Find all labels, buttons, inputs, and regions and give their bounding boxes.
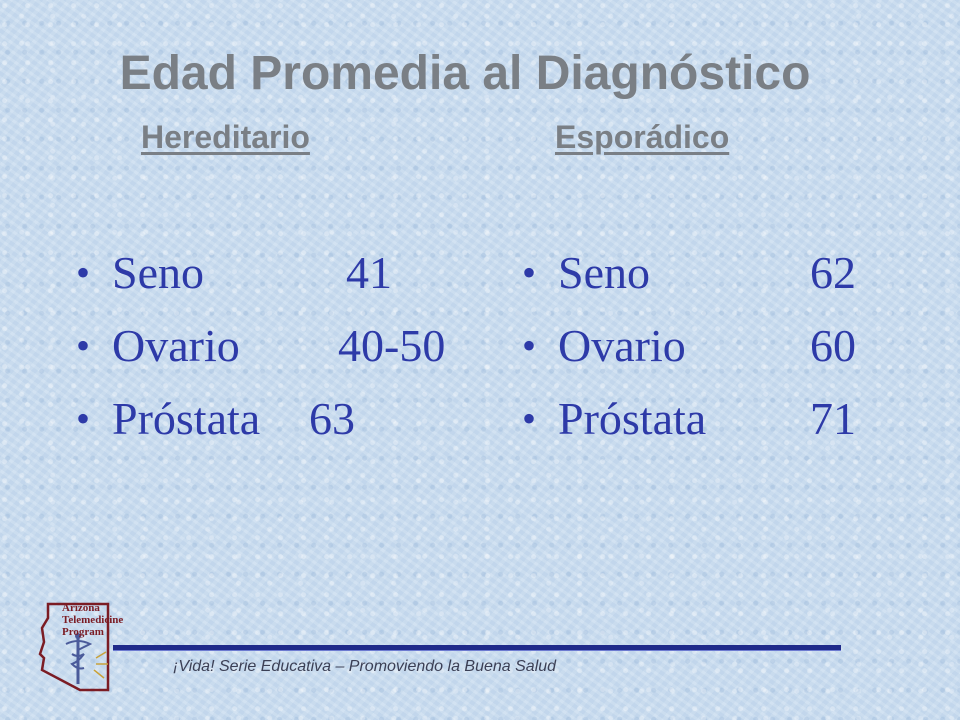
item-value: 60 (810, 320, 856, 371)
bullet-icon: • (522, 323, 537, 368)
footer-divider (113, 645, 841, 651)
bullet-icon: • (522, 250, 537, 295)
item-value: 40-50 (338, 320, 446, 371)
bullet-icon: • (522, 396, 537, 441)
bullet-icon: • (76, 323, 91, 368)
item-label: Seno (112, 247, 204, 298)
bullet-icon: • (76, 250, 91, 295)
logo-line-3: Program (62, 626, 104, 638)
item-label: Próstata (558, 393, 707, 444)
footer-caption: ¡Vida! Serie Educativa – Promoviendo la Buena Salud (173, 658, 557, 675)
item-value: 62 (810, 247, 856, 298)
item-label: Próstata (112, 393, 261, 444)
item-value: 63 (309, 393, 355, 444)
logo-line-1: Arizona (62, 602, 100, 614)
heading-esporadico: Esporádico (555, 119, 730, 155)
slide-title: Edad Promedia al Diagnóstico (119, 47, 811, 100)
heading-hereditario: Hereditario (141, 119, 310, 155)
item-value: 41 (346, 247, 392, 298)
item-label: Seno (558, 247, 650, 298)
item-value: 71 (810, 393, 856, 444)
bullet-icon: • (76, 396, 91, 441)
item-label: Ovario (112, 320, 240, 371)
logo-line-2: Telemedicine (62, 614, 124, 626)
item-label: Ovario (558, 320, 686, 371)
